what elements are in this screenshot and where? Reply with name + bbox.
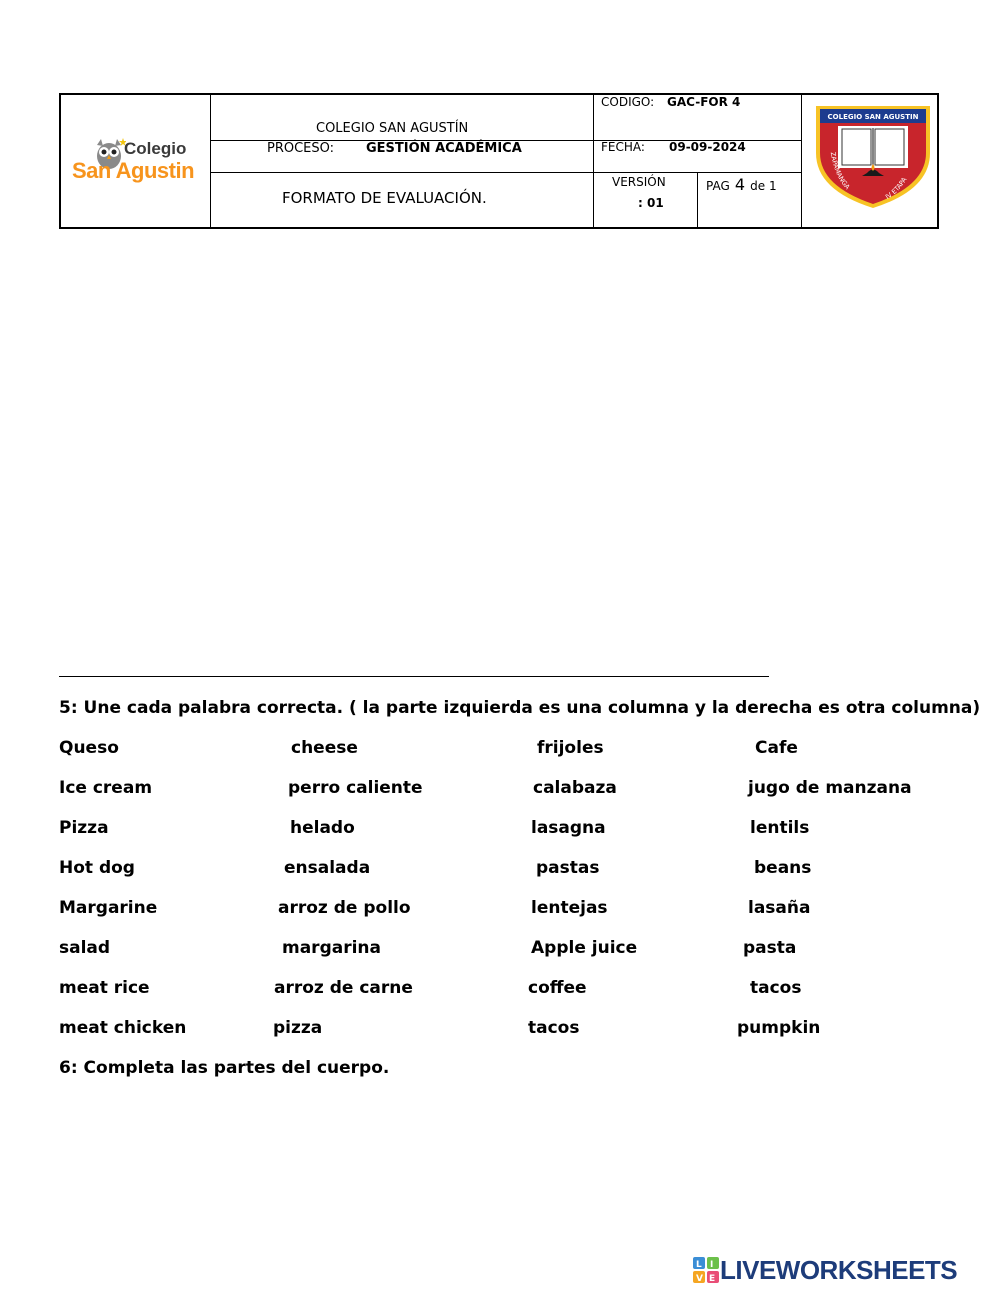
liveworksheets-logo[interactable] [693,1255,993,1285]
svg-text:I: I [710,1260,714,1270]
answer-line [59,676,769,677]
word-item: Queso [59,738,119,758]
word-item: frijoles [537,738,604,758]
word-item: salad [59,938,111,958]
header-divider [210,95,211,227]
word-item: ensalada [284,858,371,878]
word-item: beans [754,858,812,878]
word-item: tacos [750,978,802,998]
word-item: coffee [528,978,587,998]
logo-line1: Colegio [124,139,187,158]
header-divider [697,172,698,227]
page-number: 4 [734,175,746,194]
word-item: Hot dog [59,858,135,878]
page-indicator [706,175,777,194]
liveworksheets-icon [693,1257,719,1283]
code-label: CODIGO: [601,95,655,109]
brand-text: LIVEWORKSHEETS [720,1255,958,1285]
word-item: cheese [291,738,358,758]
word-item: Ice cream [59,778,153,798]
page-of: de 1 [750,179,777,193]
word-item: Pizza [59,818,109,838]
word-item: Apple juice [531,938,638,958]
crest-right-text: IV ETAPA [884,175,909,202]
header-divider [593,95,594,227]
format-title: FORMATO DE EVALUACIÓN. [282,189,487,207]
word-item: meat rice [59,978,150,998]
process-value: GESTIÓN ACADÉMICA [366,141,522,156]
school-name: COLEGIO SAN AGUSTÍN [316,121,469,136]
logo-line2: San Agustin [72,158,195,183]
crest-top-text: COLEGIO SAN AGUSTIN [827,113,919,121]
word-item: helado [290,818,355,838]
school-crest-icon [812,98,934,210]
word-item: arroz de pollo [278,898,411,918]
page-label: PAG [706,179,730,193]
word-item: tacos [528,1018,580,1038]
word-item: perro caliente [288,778,423,798]
word-item: arroz de carne [274,978,413,998]
code-value: GAC-FOR 4 [667,95,741,109]
word-item: jugo de manzana [748,778,912,798]
crest-left-text: ZAPAMANGA [828,151,852,191]
word-item: margarina [282,938,381,958]
version-label: VERSIÓN [612,175,666,189]
word-item: Margarine [59,898,158,918]
school-logo [68,133,210,188]
version-value: : 01 [638,196,664,210]
header-divider [210,172,801,173]
word-item: pasta [743,938,797,958]
word-item: lasagna [531,818,606,838]
word-item: pumpkin [737,1018,821,1038]
word-item: lentils [750,818,810,838]
word-item: lentejas [531,898,608,918]
date-value: 09-09-2024 [669,140,746,154]
word-item: lasaña [748,898,811,918]
word-item: pastas [536,858,600,878]
svg-text:V: V [696,1274,703,1283]
header-divider [801,95,802,227]
svg-text:L: L [696,1260,702,1270]
svg-text:E: E [709,1274,716,1283]
word-item: Cafe [755,738,798,758]
exercise6-instruction: 6: Completa las partes del cuerpo. [59,1058,390,1078]
date-label: FECHA: [601,140,645,154]
word-item: meat chicken [59,1018,187,1038]
word-item: pizza [273,1018,323,1038]
exercise5-instruction: 5: Une cada palabra correcta. ( la parte izquierda es una columna y la derecha es otra columna) [59,698,981,718]
word-item: calabaza [533,778,617,798]
process-label: PROCESO: [267,141,335,156]
